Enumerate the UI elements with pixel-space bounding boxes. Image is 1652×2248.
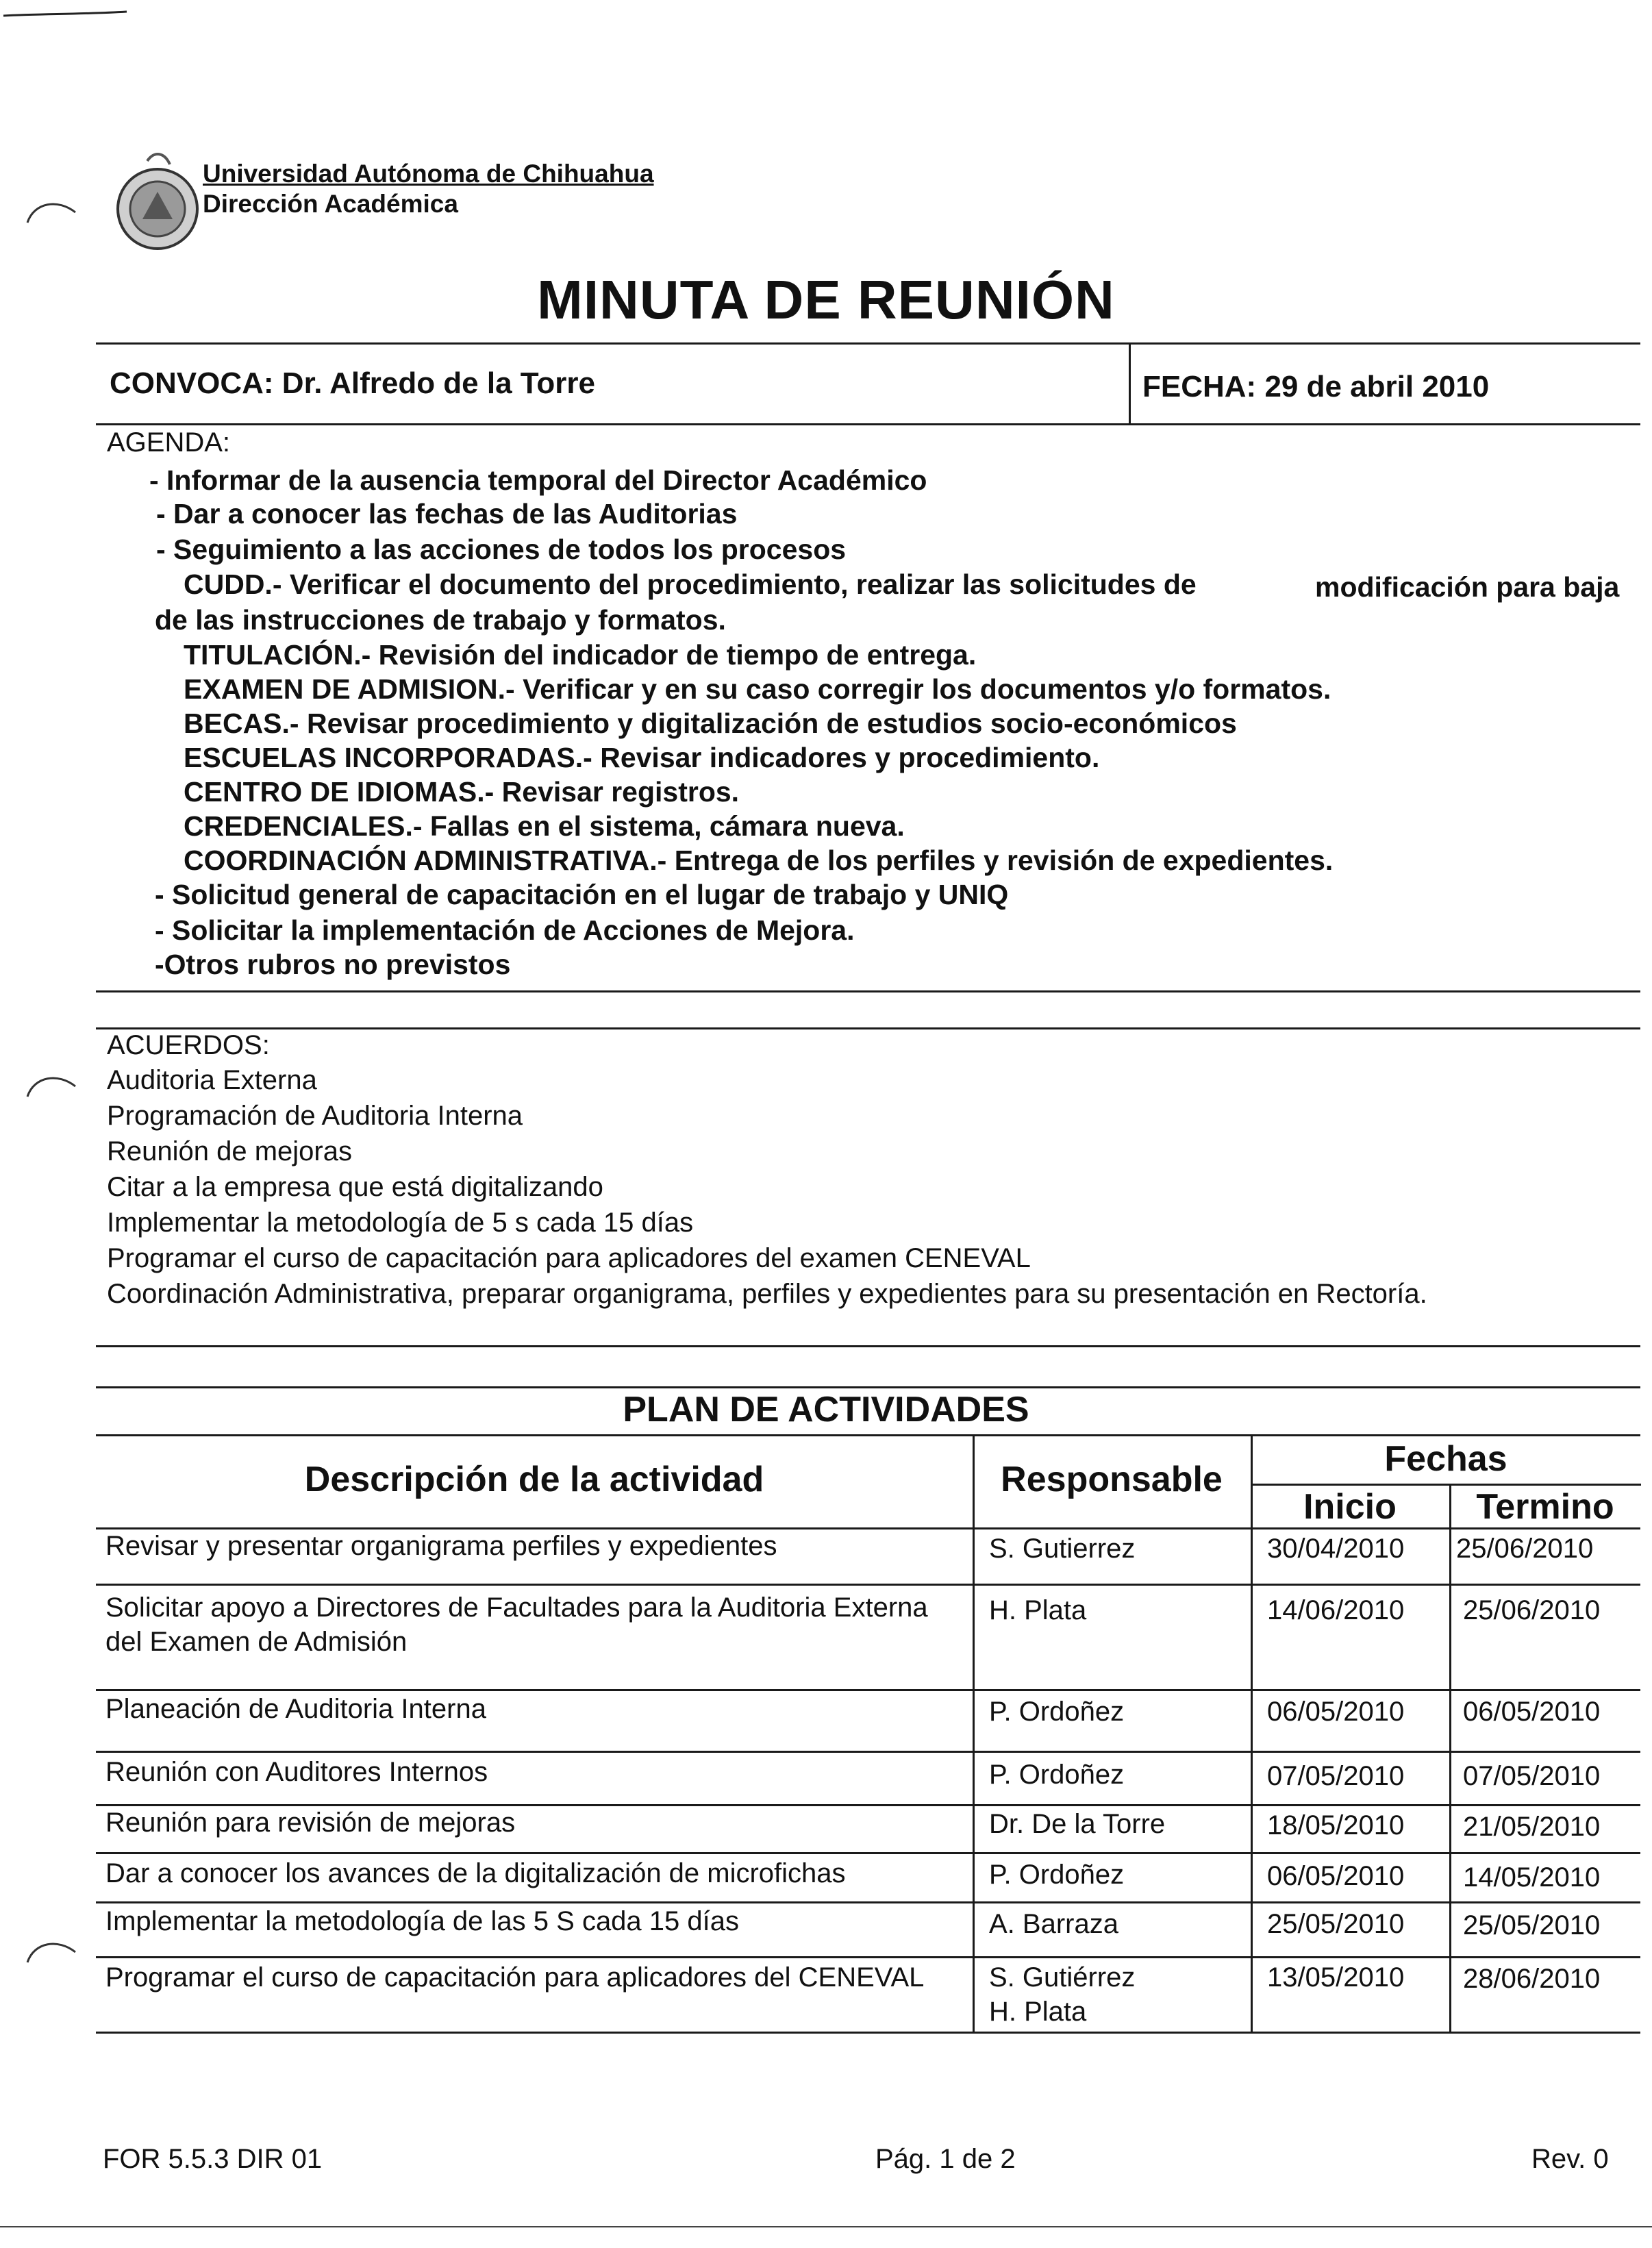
agenda-item: - Informar de la ausencia temporal del Director Académico [149, 464, 927, 496]
agenda-item: - Solicitud general de capacitación en el lugar de trabajo y UNIQ [155, 879, 1009, 910]
row-rule [96, 1901, 1640, 1903]
plan-title: PLAN DE ACTIVIDADES [623, 1390, 1029, 1429]
document-title: MINUTA DE REUNIÓN [537, 269, 1115, 330]
row7-responsable: A. Barraza [989, 1909, 1118, 1939]
agenda-item: - Solicitar la implementación de Acciones de Mejora. [155, 914, 855, 946]
acuerdo-item: Programar el curso de capacitación para aplicadores del examen CENEVAL [107, 1243, 1031, 1273]
acuerdo-item: Implementar la metodología de 5 s cada 15 días [107, 1208, 694, 1238]
revision: Rev. 0 [1531, 2144, 1609, 2174]
row8-responsable: S. Gutiérrez H. Plata [989, 1962, 1136, 2027]
row4-responsable: P. Ordoñez [989, 1760, 1125, 1790]
row5-descripcion: Reunión para revisión de mejoras [105, 1808, 516, 1838]
row8-termino: 28/06/2010 [1463, 1964, 1601, 1994]
row6-responsable: P. Ordoñez [989, 1860, 1125, 1890]
header-responsable: Responsable [1001, 1460, 1223, 1499]
institution-block [203, 159, 654, 219]
row6-inicio: 06/05/2010 [1267, 1861, 1405, 1891]
col-divider-termino [1449, 1484, 1451, 2033]
row2-responsable: H. Plata [989, 1595, 1087, 1625]
row-rule [96, 1584, 1640, 1586]
header-rule-top [96, 342, 1640, 345]
row7-inicio: 25/05/2010 [1267, 1909, 1405, 1939]
row6-descripcion: Dar a conocer los avances de la digitalización de microfichas [105, 1858, 846, 1888]
plan-header-rule [96, 1434, 1640, 1436]
header-fechas: Fechas [1384, 1439, 1507, 1479]
department-name: Dirección Académica [203, 190, 458, 218]
row1-descripcion: Revisar y presentar organigrama perfiles y expedientes [105, 1531, 777, 1561]
row-rule [96, 1956, 1640, 1958]
row4-descripcion: Reunión con Auditores Internos [105, 1757, 488, 1787]
agenda-item: - Seguimiento a las acciones de todos los procesos [156, 534, 847, 565]
convoca-field [110, 366, 595, 401]
page-number: Pág. 1 de 2 [875, 2144, 1016, 2174]
col-divider-responsable [973, 1434, 975, 2033]
row7-descripcion: Implementar la metodología de las 5 S cada 15 días [105, 1906, 739, 1936]
row5-termino: 21/05/2010 [1463, 1812, 1601, 1842]
row4-termino: 07/05/2010 [1463, 1761, 1601, 1791]
acuerdos-rule-top [96, 1027, 1640, 1029]
punch-hole-mark [21, 192, 82, 233]
row-rule [96, 1751, 1640, 1753]
acuerdo-item: Coordinación Administrativa, preparar organigrama, perfiles y expedientes para su presentación en Rectoría. [107, 1279, 1427, 1309]
agenda-item: de las instrucciones de trabajo y formatos. [155, 604, 726, 636]
row7-termino: 25/05/2010 [1463, 1910, 1601, 1940]
scan-mark [0, 10, 130, 19]
row3-termino: 06/05/2010 [1463, 1697, 1601, 1727]
acuerdo-item: Reunión de mejoras [107, 1136, 352, 1166]
agenda-item: BECAS.- Revisar procedimiento y digitalización de estudios socio-económicos [184, 708, 1237, 739]
acuerdo-item: Programación de Auditoria Interna [107, 1101, 523, 1131]
row1-termino: 25/06/2010 [1456, 1534, 1594, 1564]
agenda-item: TITULACIÓN.- Revisión del indicador de tiempo de entrega. [184, 639, 977, 671]
row-rule [96, 1689, 1640, 1691]
punch-hole-mark [21, 1066, 82, 1107]
form-code: FOR 5.5.3 DIR 01 [103, 2144, 323, 2174]
convoca-label: CONVOCA: [110, 366, 274, 400]
row1-inicio: 30/04/2010 [1267, 1534, 1405, 1564]
row6-termino: 14/05/2010 [1463, 1862, 1601, 1893]
agenda-item: ESCUELAS INCORPORADAS.- Revisar indicadores y procedimiento. [184, 742, 1100, 773]
row3-descripcion: Planeación de Auditoria Interna [105, 1694, 486, 1724]
row2-inicio: 14/06/2010 [1267, 1595, 1405, 1625]
row8-inicio: 13/05/2010 [1267, 1962, 1405, 1993]
institution-name: Universidad Autónoma de Chihuahua [203, 160, 654, 188]
page-bottom-edge [0, 2226, 1652, 2227]
agenda-item: CUDD.- Verificar el documento del procedimiento, realizar las solicitudes de [184, 569, 1197, 600]
agenda-item: CREDENCIALES.- Fallas en el sistema, cámara nueva. [184, 810, 905, 842]
row1-responsable: S. Gutierrez [989, 1534, 1136, 1564]
plan-rule-top [96, 1386, 1640, 1388]
row8-descripcion: Programar el curso de capacitación para aplicadores del CENEVAL [105, 1962, 925, 1993]
agenda-item: EXAMEN DE ADMISION.- Verificar y en su caso corregir los documentos y/o formatos. [184, 673, 1331, 705]
header-inicio: Inicio [1303, 1487, 1397, 1527]
row2-descripcion: Solicitar apoyo a Directores de Facultades para la Auditoria Externa del Examen de Admisión [105, 1593, 928, 1657]
acuerdos-label: ACUERDOS: [107, 1030, 270, 1060]
punch-hole-mark [21, 1932, 82, 1973]
agenda-label: AGENDA: [107, 427, 231, 458]
row3-inicio: 06/05/2010 [1267, 1697, 1405, 1727]
row3-responsable: P. Ordoñez [989, 1697, 1125, 1727]
acuerdo-item: Auditoria Externa [107, 1065, 317, 1095]
fechas-subheader-rule [1251, 1484, 1641, 1486]
row5-inicio: 18/05/2010 [1267, 1810, 1405, 1840]
fecha-field [1142, 370, 1489, 404]
agenda-item: -Otros rubros no previstos [155, 949, 511, 980]
row4-inicio: 07/05/2010 [1267, 1761, 1405, 1791]
agenda-item-continued: modificación para baja [1315, 571, 1620, 603]
header-rule-bottom [96, 423, 1640, 425]
agenda-item: CENTRO DE IDIOMAS.- Revisar registros. [184, 776, 740, 808]
header-termino: Termino [1476, 1487, 1614, 1527]
fecha-label: FECHA: [1142, 370, 1257, 403]
agenda-item: COORDINACIÓN ADMINISTRATIVA.- Entrega de los perfiles y revisión de expedientes. [184, 845, 1334, 876]
agenda-item: - Dar a conocer las fechas de las Auditorias [156, 498, 738, 529]
convoca-value: Dr. Alfredo de la Torre [281, 366, 596, 400]
table-bottom-rule [96, 2032, 1640, 2034]
row5-responsable: Dr. De la Torre [989, 1809, 1166, 1839]
agenda-rule [96, 990, 1640, 992]
acuerdo-item: Citar a la empresa que está digitalizando [107, 1172, 603, 1202]
acuerdos-rule-bottom [96, 1345, 1640, 1347]
row2-termino: 25/06/2010 [1463, 1595, 1601, 1625]
university-seal-icon [110, 144, 205, 260]
row-rule [96, 1852, 1640, 1854]
header-divider [1129, 342, 1131, 423]
header-descripcion: Descripción de la actividad [304, 1460, 764, 1499]
fecha-value: 29 de abril 2010 [1264, 370, 1490, 403]
